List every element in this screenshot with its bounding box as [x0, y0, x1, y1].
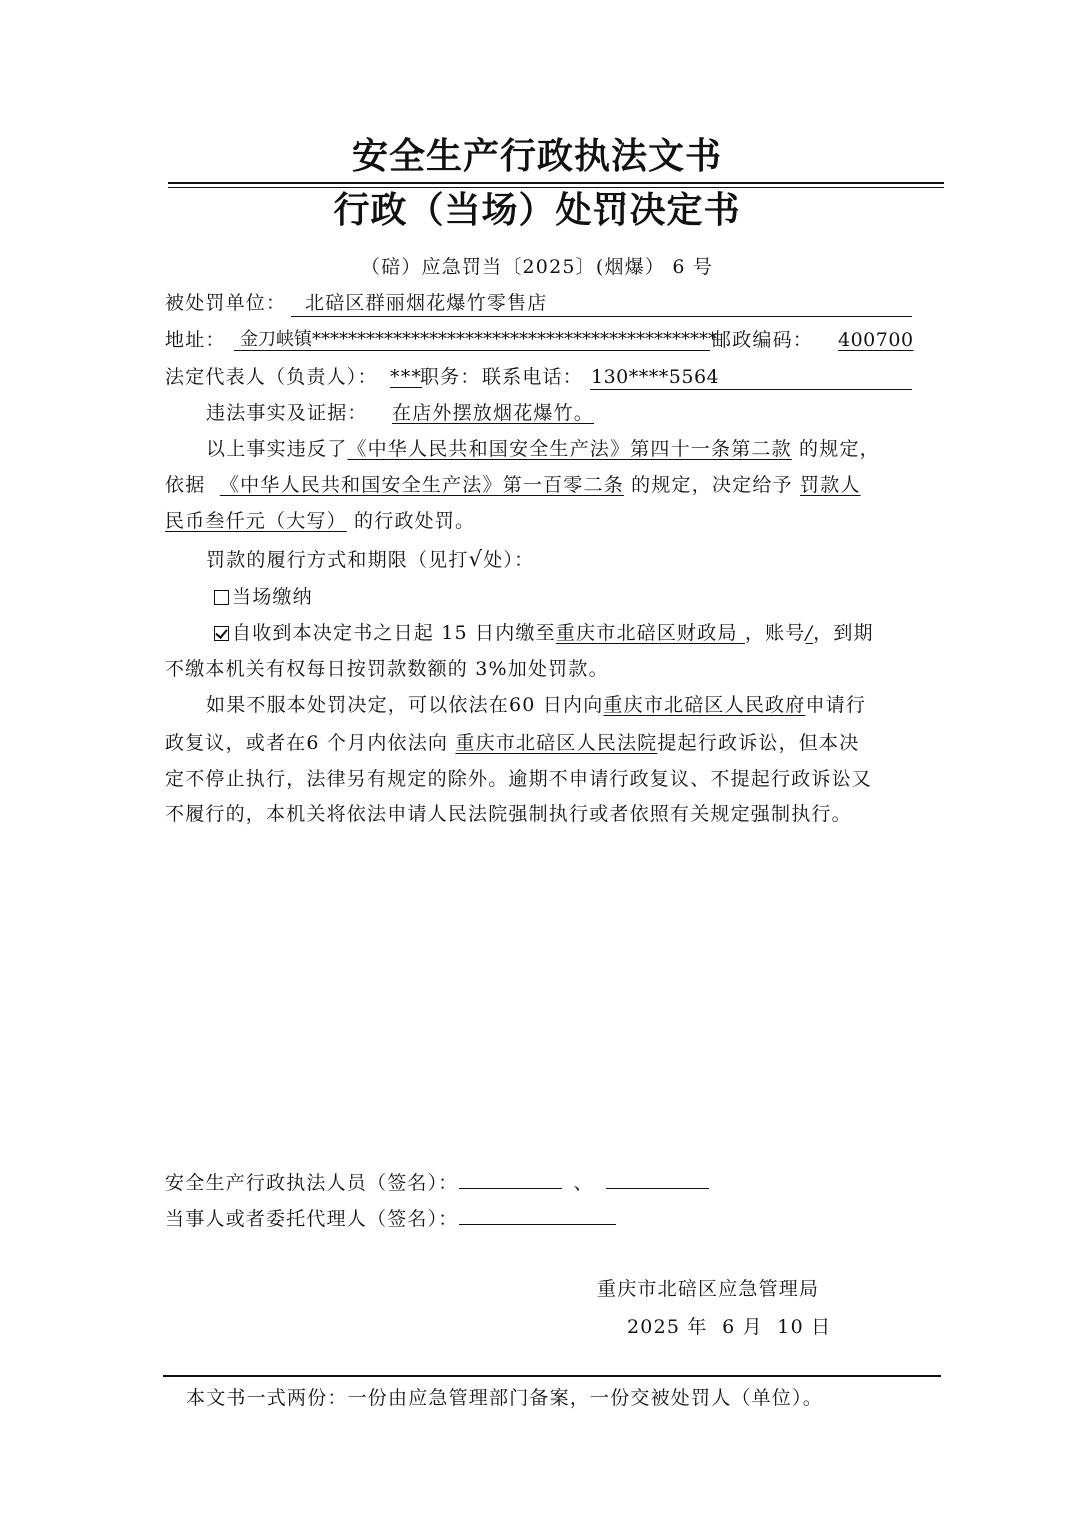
document-number: （碚）应急罚当〔2025〕(烟爆） 6 号	[360, 256, 714, 278]
checkbox-checked-icon	[214, 626, 229, 641]
payment-option-onsite-label: 当场缴纳	[232, 586, 313, 608]
deferred-middle: ，账号	[744, 622, 806, 644]
penalized-unit-label: 被处罚单位：	[165, 292, 287, 314]
violation-line	[206, 436, 880, 462]
issue-date: 2025 年 6 月 10 日	[627, 1316, 832, 1338]
address-value: 金刀峡镇*********************************************	[240, 329, 717, 350]
officer-signature-label: 安全生产行政执法人员（签名）：	[165, 1172, 459, 1194]
document-title: 安全生产行政执法文书	[351, 135, 722, 177]
position-label: 职务：	[420, 366, 481, 388]
penalized-unit-value: 北碚区群丽烟花爆竹零售店	[305, 292, 548, 314]
penalty-line	[165, 508, 475, 534]
penalized-unit-line	[291, 316, 912, 317]
penalty-part2: 民币叁仟元（大写）	[165, 510, 347, 532]
appeal-line-2	[165, 730, 859, 756]
legal-rep-label: 法定代表人（负责人）：	[165, 366, 378, 388]
party-signature-label: 当事人或者委托代理人（签名）：	[165, 1208, 459, 1230]
basis-law: 《中华人民共和国安全生产法》第一百零二条	[219, 474, 624, 496]
appeal-line-4: 不履行的，本机关将依法申请人民法院强制执行或者依照有关规定强制执行。	[165, 803, 852, 825]
payment-intro	[206, 546, 534, 573]
basis-prefix: 依据	[165, 474, 213, 496]
payment-option-deferred	[214, 620, 874, 646]
legal-rep-value: ***	[390, 366, 423, 388]
postcode-label: 邮政编码：	[712, 329, 814, 351]
deferred-prefix: 自收到本决定书之日起 15 日内缴至	[232, 622, 556, 644]
appeal2-prefix: 政复议，或者在6 个月内依法向	[165, 732, 456, 754]
issuing-authority: 重庆市北碚区应急管理局	[597, 1278, 820, 1300]
phone-label: 联系电话：	[482, 366, 584, 388]
check-mark-icon: √	[468, 547, 484, 571]
penalty-suffix: 的行政处罚。	[346, 510, 476, 532]
postcode-value: 400700	[838, 329, 914, 351]
violation-prefix: 以上事实违反了	[206, 438, 348, 460]
violated-law: 《中华人民共和国安全生产法》第四十一条第二款	[347, 438, 792, 460]
basis-middle: 的规定，决定给予	[623, 474, 800, 496]
basis-line	[165, 472, 861, 498]
party-signature-row	[165, 1206, 616, 1232]
phone-value: 130****5564	[591, 366, 720, 388]
deferred-suffix: ，到期	[813, 622, 874, 644]
appeal-line-3: 定不停止执行，法律另有规定的除外。逾期不申请行政复议、不提起行政诉讼又	[165, 768, 873, 790]
phone-line	[590, 389, 912, 390]
appeal2-suffix: 提起行政诉讼，但本决	[657, 732, 860, 754]
payment-intro-suffix: 处）：	[483, 549, 535, 571]
officer-signature-field-1[interactable]	[459, 1170, 562, 1189]
footer-note: 本文书一式两份：一份由应急管理部门备案，一份交被处罚人（单位）。	[186, 1387, 823, 1409]
violation-suffix: 的规定，	[791, 438, 880, 460]
payment-option-onsite	[214, 584, 313, 610]
footer-divider	[163, 1375, 941, 1377]
document-subtitle: 行政（当场）处罚决定书	[333, 189, 741, 231]
late-fee-line: 不缴本机关有权每日按罚款数额的 3%加处罚款。	[165, 658, 609, 680]
appeal-prefix: 如果不服本处罚决定，可以依法在60 日内向	[206, 694, 604, 716]
facts-value: 在店外摆放烟花爆竹。	[392, 402, 595, 424]
officer-signature-row	[165, 1170, 709, 1196]
signature-separator: 、	[573, 1172, 594, 1194]
appeal-suffix: 申请行	[805, 694, 867, 716]
checkbox-unchecked-icon	[214, 590, 229, 605]
court-name: 重庆市北碚区人民法院	[455, 732, 658, 754]
address-line	[234, 350, 710, 351]
payment-intro-prefix: 罚款的履行方式和期限（见打	[206, 549, 469, 571]
payee-name: 重庆市北碚区财政局	[555, 622, 745, 644]
penalty-part1: 罚款人	[800, 474, 861, 496]
review-body: 重庆市北碚区人民政府	[603, 694, 806, 716]
party-signature-field[interactable]	[459, 1206, 616, 1225]
appeal-line-1	[206, 692, 866, 718]
title-divider-top	[168, 182, 944, 184]
account-number: /	[805, 622, 814, 644]
officer-signature-field-2[interactable]	[606, 1170, 709, 1189]
address-label: 地址：	[165, 329, 226, 351]
facts-label: 违法事实及证据：	[206, 402, 368, 424]
